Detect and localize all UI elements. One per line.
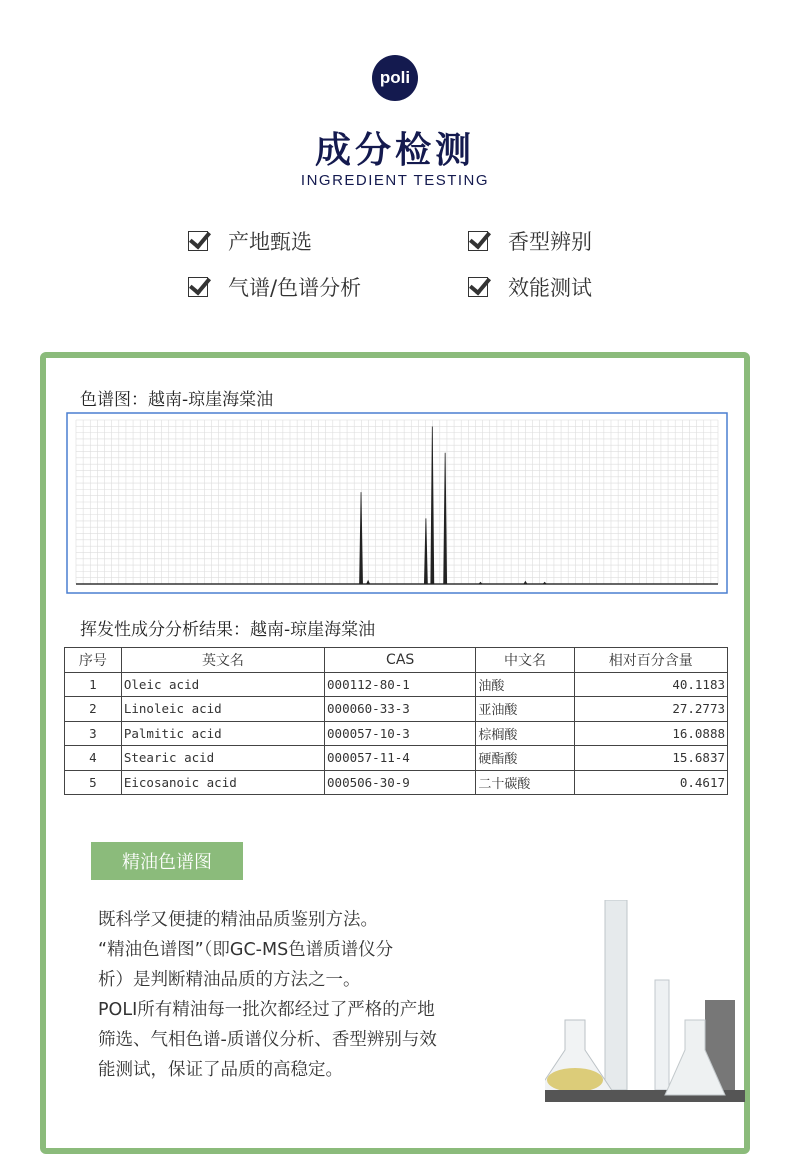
table-cell: 二十碳酸 <box>476 770 574 795</box>
table-cell: Stearic acid <box>121 746 324 771</box>
table-cell: 5 <box>65 770 122 795</box>
table-cell: 2 <box>65 697 122 722</box>
feature-item <box>188 272 361 302</box>
table-cell: 棕榈酸 <box>476 721 574 746</box>
lab-glassware-image <box>545 900 745 1110</box>
description-line: 能测试，保证了品质的高稳定。 <box>98 1060 343 1080</box>
feature-label: 产地甄选 <box>228 230 312 254</box>
table-row <box>65 770 728 795</box>
description-line: “精油色谱图”（即GC-MS色谱质谱仪分 <box>98 940 394 960</box>
table-cell: 4 <box>65 746 122 771</box>
feature-label: 气谱/色谱分析 <box>228 276 362 300</box>
column-header: 英文名 <box>121 648 324 673</box>
table-cell: 000506-30-9 <box>325 770 476 795</box>
checkbox-icon <box>188 277 208 297</box>
table-cell: 15.6837 <box>574 746 727 771</box>
column-header: CAS <box>325 648 476 673</box>
checkbox-icon <box>468 277 488 297</box>
table-cell: Palmitic acid <box>121 721 324 746</box>
results-table <box>64 647 728 795</box>
section-tag: 精油色谱图 <box>91 842 243 880</box>
table-cell: 16.0888 <box>574 721 727 746</box>
checkbox-icon <box>188 231 208 251</box>
table-cell: 40.1183 <box>574 672 727 697</box>
poli-logo: poli <box>372 55 418 101</box>
table-cell: 亚油酸 <box>476 697 574 722</box>
description-line: 析）是判断精油品质的方法之一。 <box>98 970 361 990</box>
table-cell: Linoleic acid <box>121 697 324 722</box>
section-description <box>98 905 518 1085</box>
table-row <box>65 672 728 697</box>
table-cell: 硬酯酸 <box>476 746 574 771</box>
feature-item <box>468 226 592 256</box>
table-cell: 3 <box>65 721 122 746</box>
table-cell: 1 <box>65 672 122 697</box>
column-header: 序号 <box>65 648 122 673</box>
page-subtitle: INGREDIENT TESTING <box>300 172 490 189</box>
description-line: 既科学又便捷的精油品质鉴别方法。 <box>98 910 378 930</box>
chromatogram-chart <box>66 412 728 594</box>
table-cell: 27.2773 <box>574 697 727 722</box>
table-cell: 0.4617 <box>574 770 727 795</box>
table-cell: 000057-11-4 <box>325 746 476 771</box>
table-row <box>65 746 728 771</box>
feature-label: 效能测试 <box>508 276 592 300</box>
feature-item <box>468 272 592 302</box>
table-cell: Eicosanoic acid <box>121 770 324 795</box>
page-title: 成分检测 <box>314 129 475 171</box>
feature-item <box>188 226 312 256</box>
table-cell: 油酸 <box>476 672 574 697</box>
table-row <box>65 697 728 722</box>
chromatogram-heading: 色谱图：越南-琼崖海棠油 <box>80 390 274 410</box>
description-line: 筛选、气相色谱-质谱仪分析、香型辨别与效 <box>98 1030 437 1050</box>
checkbox-icon <box>468 231 488 251</box>
column-header: 相对百分含量 <box>574 648 727 673</box>
table-cell: Oleic acid <box>121 672 324 697</box>
description-line: POLI所有精油每一批次都经过了严格的产地 <box>98 1000 435 1020</box>
table-cell: 000057-10-3 <box>325 721 476 746</box>
column-header: 中文名 <box>476 648 574 673</box>
feature-label: 香型辨别 <box>508 230 592 254</box>
results-heading: 挥发性成分分析结果：越南-琼崖海棠油 <box>80 620 376 640</box>
table-cell: 000060-33-3 <box>325 697 476 722</box>
table-row <box>65 721 728 746</box>
table-cell: 000112-80-1 <box>325 672 476 697</box>
